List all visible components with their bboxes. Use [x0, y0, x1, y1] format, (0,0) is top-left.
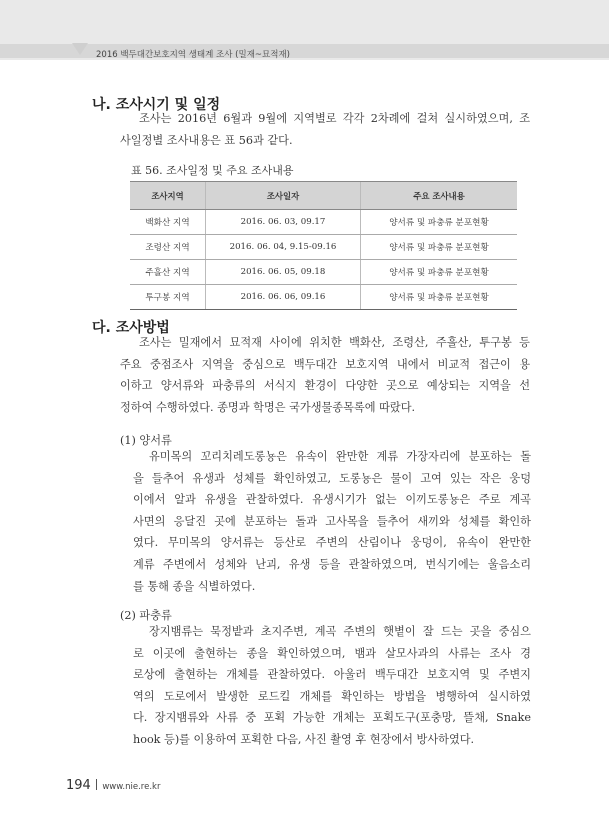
page-number: 194: [66, 778, 91, 793]
paragraph-line: 주요 중점조사 지역을 중심으로 백두대간 보호지역 내에서 비교적 접근이 용: [120, 357, 530, 371]
amphibians-paragraph: [133, 446, 531, 597]
paragraph-line: 이에서 알과 유생을 관찰하였다. 유생시기가 없는 이끼도롱뇽은 주로 계곡: [133, 493, 531, 507]
table-row: [130, 260, 517, 285]
paragraph-line: hook 등)를 이용하여 포획한 다음, 사진 촬영 후 현장에서 방사하였다.: [133, 732, 475, 746]
paragraph-line: 사일정별 조사내용은 표 56과 같다.: [120, 133, 293, 147]
paragraph-line: 계류 주변에서 성체와 난괴, 유생 등을 관찰하였으며, 번식기에는 울음소리: [133, 557, 531, 571]
table-cell: 2016. 06. 05, 09.18: [206, 260, 361, 285]
table-cell: 양서류 및 파충류 분포현황: [361, 235, 518, 260]
table-cell: 백화산 지역: [130, 210, 206, 235]
header-stripe: [0, 44, 609, 58]
header-marker: [72, 43, 88, 55]
reptiles-paragraph: [133, 621, 531, 751]
subsection-amphibians: (1) 양서류: [120, 434, 172, 447]
table-cell: 주흘산 지역: [130, 260, 206, 285]
paragraph-line: 조사는 밀재에서 묘적재 사이에 위치한 백화산, 조령산, 주흘산, 투구봉 등: [139, 336, 530, 349]
table-cell: 조령산 지역: [130, 235, 206, 260]
paragraph-line: 정하여 수행하였다. 종명과 학명은 국가생물종목록에 따랐다.: [120, 400, 416, 414]
page-footer: [66, 774, 160, 793]
paragraph-line: 유미목의 꼬리치레도롱뇽은 유속이 완만한 계류 가장자리에 분포하는 돌: [149, 450, 531, 463]
table-cell: 양서류 및 파충류 분포현황: [361, 210, 518, 235]
running-header: 2016 백두대간보호지역 생태계 조사 (밀재~묘적재): [96, 50, 290, 60]
paragraph-line: 였다. 무미목의 양서류는 등산로 주변의 산림이나 웅덩이, 유속이 완만한: [133, 536, 531, 550]
column-header: 주요 조사내용: [361, 182, 518, 210]
table-caption: 표 56. 조사일정 및 주요 조사내용: [131, 164, 294, 177]
table-cell: 투구봉 지역: [130, 285, 206, 310]
table-row: [130, 285, 517, 310]
paragraph-line: 을 들추어 유생과 성체를 확인하였고, 도롱뇽은 물이 고여 있는 작은 웅덩: [133, 471, 531, 485]
paragraph-line: 로상에 출현하는 개체를 관찰하였다. 아울러 백두대간 보호지역 및 주변지: [133, 668, 531, 682]
table-row: [130, 235, 517, 260]
subsection-reptiles: (2) 파충류: [120, 609, 172, 622]
method-paragraph: [120, 332, 530, 418]
footer-divider: [96, 779, 98, 790]
table-cell: 2016. 06. 04, 9.15-09.16: [206, 235, 361, 260]
paragraph-line: 이하고 양서류와 파충류의 서식지 환경이 다양한 곳으로 예상되는 지역을 선: [120, 379, 530, 393]
schedule-paragraph: [120, 108, 530, 151]
table-cell: 2016. 06. 06, 09.16: [206, 285, 361, 310]
paragraph-line: 조사는 2016년 6월과 9월에 지역별로 각각 2차례에 걸쳐 실시하였으며, 조: [139, 112, 530, 125]
paragraph-line: 장지뱀류는 묵정밭과 초지주변, 계곡 주변의 햇볕이 잘 드는 곳을 중심으: [149, 625, 531, 638]
paragraph-line: 다. 장지뱀류와 사류 중 포획 가능한 개체는 포획도구(포충망, 뜰채, Snake: [133, 711, 531, 725]
footer-url: www.nie.re.kr: [102, 782, 161, 792]
section-title-method: 다. 조사방법: [92, 320, 170, 336]
paragraph-line: 역의 도로에서 발생한 로드킬 개체를 확인하는 방법을 병행하여 실시하였: [133, 689, 531, 703]
table-cell: 양서류 및 파충류 분포현황: [361, 260, 518, 285]
column-header: 조사지역: [130, 182, 206, 210]
paragraph-line: 사면의 응달진 곳에 분포하는 돌과 고사목을 들추어 새끼와 성체를 확인하: [133, 514, 531, 528]
table-header-row: [130, 182, 517, 210]
paragraph-line: 를 통해 종을 식별하였다.: [133, 579, 256, 593]
table-cell: 양서류 및 파충류 분포현황: [361, 285, 518, 310]
schedule-table: [130, 181, 517, 310]
section-title-schedule: 나. 조사시기 및 일정: [92, 97, 221, 113]
paragraph-line: 로 이곳에 출현하는 종을 확인하였으며, 뱀과 살모사과의 사류는 조사 경: [133, 646, 531, 660]
column-header: 조사일자: [206, 182, 361, 210]
table-row: [130, 210, 517, 235]
table-cell: 2016. 06. 03, 09.17: [206, 210, 361, 235]
